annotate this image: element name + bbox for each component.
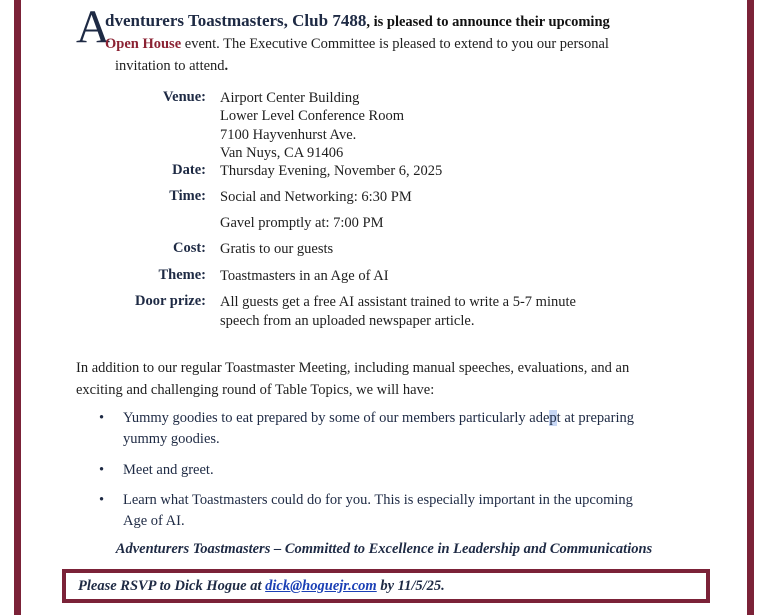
- door-prize-label: Door prize:: [135, 293, 206, 309]
- club-name: dventurers Toastmasters, Club 7488: [105, 11, 367, 30]
- intro-line-3-text: invitation to attend: [115, 58, 225, 74]
- paragraph-line-1: In addition to our regular Toastmaster Meeting, including manual speeches, evaluations, and an: [76, 360, 630, 376]
- date-label: Date:: [172, 162, 206, 178]
- bullet-icon: •: [99, 410, 105, 426]
- intro-line-3: [115, 56, 228, 77]
- intro-line-2-rest: event. The Executive Committee is pleased to extend to you our personal: [181, 36, 609, 52]
- tagline-text: Adventurers Toastmasters – Committed to Excellence in Leadership and Communications: [115, 541, 653, 557]
- date-value: Thursday Evening, November 6, 2025: [220, 163, 443, 179]
- rsvp-suffix: by 11/5/25.: [376, 578, 445, 594]
- rsvp-prefix: Please RSVP to Dick Hogue at: [78, 578, 266, 594]
- venue-line-2: Lower Level Conference Room: [220, 108, 404, 124]
- text-selection-highlight: p: [549, 410, 557, 426]
- time-social: Social and Networking: 6:30 PM: [220, 189, 412, 205]
- bullet-icon: •: [99, 492, 105, 508]
- theme-label: Theme:: [158, 267, 206, 283]
- venue-label: Venue:: [163, 89, 206, 105]
- page-border-right: [747, 0, 754, 615]
- bullet-3-line-1: Learn what Toastmasters could do for you. This is especially important in the upcoming: [123, 492, 633, 508]
- bullet-icon: •: [99, 462, 105, 478]
- bullet-3-line-2: Age of AI.: [123, 513, 185, 529]
- bullet-text: [123, 408, 703, 450]
- time-label: Time:: [169, 188, 206, 204]
- bullet-text: [123, 490, 703, 532]
- bullet-1-line-2: yummy goodies.: [123, 431, 220, 447]
- cost-label: Cost:: [172, 240, 206, 256]
- bullet-text: Meet and greet.: [123, 462, 214, 478]
- intro-line-2: [105, 34, 609, 55]
- bullet-1-text-a: Yummy goodies to eat prepared by some of our members particularly ade: [123, 410, 550, 426]
- open-house-text: Open House: [105, 36, 182, 52]
- bullet-1-text-b: t at preparing: [556, 410, 634, 426]
- time-gavel: Gavel promptly at: 7:00 PM: [220, 215, 384, 231]
- theme-value: Toastmasters in an Age of AI: [220, 268, 389, 284]
- venue-line-3: 7100 Hayvenhurst Ave.: [220, 127, 357, 143]
- intro-line-1: [105, 10, 610, 33]
- club-tagline: [0, 541, 768, 558]
- pleased-text: , is pleased to announce their upcoming: [366, 14, 610, 30]
- page-border-left: [14, 0, 21, 615]
- additional-info-paragraph: [76, 357, 716, 401]
- rsvp-text: [78, 578, 445, 595]
- door-prize-line-2: speech from an uploaded newspaper article.: [220, 313, 475, 329]
- cost-value: Gratis to our guests: [220, 241, 334, 257]
- paragraph-line-2: exciting and challenging round of Table Topics, we will have:: [76, 382, 435, 398]
- venue-line-4: Van Nuys, CA 91406: [220, 145, 344, 161]
- rsvp-email-link[interactable]: dick@hoguejr.com: [265, 578, 377, 594]
- rsvp-box: [62, 569, 710, 603]
- intro-line-3-period: .: [224, 58, 229, 74]
- door-prize-line-1: All guests get a free AI assistant trained to write a 5-7 minute: [220, 294, 576, 310]
- drop-cap: A: [76, 1, 110, 53]
- venue-line-1: Airport Center Building: [220, 90, 360, 106]
